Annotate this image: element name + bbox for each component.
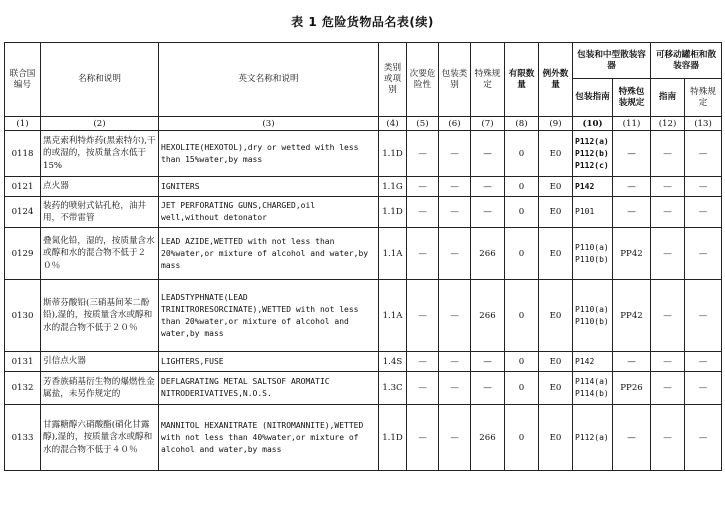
class-cell: 1.1A: [379, 228, 407, 280]
limited-qty-cell: 0: [505, 280, 539, 352]
col-number: (7): [471, 117, 505, 131]
packing-instruction-code: P110(b): [575, 254, 609, 264]
special-packing-cell: —: [613, 405, 651, 471]
name-cn-cell: 黑克索利特炸药(黑索特尔),干的或湿的，按质量含水低于15%: [41, 131, 159, 177]
packing-instruction-code: P101: [575, 207, 595, 216]
table-row: [5, 352, 722, 372]
excepted-qty-cell: E0: [539, 131, 573, 177]
packing-group-cell: —: [439, 131, 471, 177]
subsidiary-risk-cell: —: [407, 228, 439, 280]
name-en-cell: LEAD AZIDE,WETTED with not less than 20%water,or mixture of alcohol and water,by mass: [159, 228, 379, 280]
tank-special-cell: —: [685, 197, 722, 228]
col-number: (3): [159, 117, 379, 131]
col-number: (8): [505, 117, 539, 131]
limited-qty-cell: 0: [505, 131, 539, 177]
class-cell: 1.1A: [379, 280, 407, 352]
special-provisions-cell: 266: [471, 228, 505, 280]
packing-instruction-code: P142: [575, 356, 595, 366]
packing-instruction-cell: [573, 197, 613, 228]
special-provisions-cell: —: [471, 177, 505, 197]
header-name-en: 英文名称和说明: [159, 43, 379, 117]
header-tank-instruction: 指南: [651, 79, 685, 117]
packing-instruction-code: P110(b): [575, 316, 609, 326]
class-cell: 1.1G: [379, 177, 407, 197]
excepted-qty-cell: E0: [539, 177, 573, 197]
limited-qty-cell: 0: [505, 352, 539, 372]
limited-qty-cell: 0: [505, 228, 539, 280]
tank-special-cell: —: [685, 228, 722, 280]
table-row: [5, 405, 722, 471]
header-class: 类别或项别: [379, 43, 407, 117]
tank-special-cell: —: [685, 352, 722, 372]
column-number-row: [5, 117, 722, 131]
col-number: (4): [379, 117, 407, 131]
packing-group-cell: —: [439, 197, 471, 228]
packing-instruction-code: P112(b): [575, 148, 609, 158]
header-packing-instruction: 包装指南: [573, 79, 613, 117]
packing-instruction-code: P142: [575, 181, 595, 191]
packing-instruction-cell: [573, 131, 613, 177]
class-cell: 1.4S: [379, 352, 407, 372]
packing-group-cell: —: [439, 228, 471, 280]
name-en-cell: DEFLAGRATING METAL SALTSOF AROMATIC NITRODERIVATIVES,N.O.S.: [159, 372, 379, 405]
un-number-cell: 0124: [5, 197, 41, 228]
col-number: (1): [5, 117, 41, 131]
special-provisions-cell: —: [471, 372, 505, 405]
tank-instruction-cell: —: [651, 228, 685, 280]
excepted-qty-cell: E0: [539, 228, 573, 280]
header-portable-tank: 可移动罐柜和散装容器: [651, 43, 722, 79]
limited-qty-cell: 0: [505, 177, 539, 197]
excepted-qty-cell: E0: [539, 372, 573, 405]
header-subsidiary-risk: 次要危险性: [407, 43, 439, 117]
excepted-qty-cell: E0: [539, 352, 573, 372]
tank-instruction-cell: —: [651, 280, 685, 352]
packing-instruction-code: P112(a): [575, 136, 609, 146]
tank-instruction-cell: —: [651, 177, 685, 197]
excepted-qty-cell: E0: [539, 197, 573, 228]
name-cn-cell: 装药的喷射式钻孔枪，油井用，不带雷管: [41, 197, 159, 228]
packing-instruction-code: P112(a): [575, 432, 609, 442]
class-cell: 1.1D: [379, 197, 407, 228]
table-row: [5, 228, 722, 280]
limited-qty-cell: 0: [505, 405, 539, 471]
subsidiary-risk-cell: —: [407, 352, 439, 372]
col-number: (12): [651, 117, 685, 131]
un-number-cell: 0121: [5, 177, 41, 197]
subsidiary-risk-cell: —: [407, 280, 439, 352]
page-title: 表 1 危险货物品名表(续): [291, 15, 434, 29]
special-provisions-cell: —: [471, 197, 505, 228]
special-packing-cell: PP26: [613, 372, 651, 405]
special-provisions-cell: 266: [471, 280, 505, 352]
class-cell: 1.1D: [379, 405, 407, 471]
col-number: (6): [439, 117, 471, 131]
packing-instruction-cell: [573, 177, 613, 197]
table-row: [5, 280, 722, 352]
subsidiary-risk-cell: —: [407, 131, 439, 177]
un-number-cell: 0130: [5, 280, 41, 352]
col-number: (9): [539, 117, 573, 131]
header-name-cn: 名称和说明: [41, 43, 159, 117]
name-cn-cell: 斯蒂芬酸铅(三硝基间苯二酚铅),湿的，按质量含水或醇和水的混合物不低于２０％: [41, 280, 159, 352]
packing-group-cell: —: [439, 372, 471, 405]
tank-special-cell: —: [685, 405, 722, 471]
packing-instruction-code: P110(a): [575, 304, 609, 314]
tank-instruction-cell: —: [651, 372, 685, 405]
un-number-cell: 0129: [5, 228, 41, 280]
packing-instruction-cell: [573, 372, 613, 405]
tank-special-cell: —: [685, 131, 722, 177]
tank-instruction-cell: —: [651, 131, 685, 177]
class-cell: 1.3C: [379, 372, 407, 405]
un-number-cell: 0131: [5, 352, 41, 372]
packing-instruction-cell: [573, 405, 613, 471]
excepted-qty-cell: E0: [539, 280, 573, 352]
name-cn-cell: 叠氮化铅，湿的，按质量含水或醇和水的混合物不低于２０％: [41, 228, 159, 280]
col-number: (2): [41, 117, 159, 131]
tank-instruction-cell: —: [651, 197, 685, 228]
packing-instruction-code: P112(c): [575, 160, 609, 170]
name-en-cell: HEXOLITE(HEXOTOL),dry or wetted with less than 15%water,by mass: [159, 131, 379, 177]
packing-group-cell: —: [439, 405, 471, 471]
header-special-provisions: 特殊规定: [471, 43, 505, 117]
header-un-number: 联合国编号: [5, 43, 41, 117]
header-special-packing: 特殊包装规定: [613, 79, 651, 117]
header-packaging-ibc: 包装和中型散装容器: [573, 43, 651, 79]
dangerous-goods-table: [4, 42, 722, 471]
tank-special-cell: —: [685, 372, 722, 405]
special-provisions-cell: —: [471, 352, 505, 372]
special-packing-cell: —: [613, 197, 651, 228]
subsidiary-risk-cell: —: [407, 405, 439, 471]
table-row: [5, 177, 722, 197]
special-provisions-cell: —: [471, 131, 505, 177]
packing-instruction-cell: [573, 280, 613, 352]
name-en-cell: JET PERFORATING GUNS,CHARGED,oil well,without detonator: [159, 197, 379, 228]
un-number-cell: 0132: [5, 372, 41, 405]
limited-qty-cell: 0: [505, 197, 539, 228]
special-packing-cell: —: [613, 352, 651, 372]
table-row: [5, 131, 722, 177]
table-row: [5, 372, 722, 405]
col-number: (5): [407, 117, 439, 131]
subsidiary-risk-cell: —: [407, 177, 439, 197]
packing-instruction-code: P110(a): [575, 242, 609, 252]
special-packing-cell: PP42: [613, 280, 651, 352]
tank-instruction-cell: —: [651, 405, 685, 471]
tank-instruction-cell: —: [651, 352, 685, 372]
subsidiary-risk-cell: —: [407, 372, 439, 405]
special-provisions-cell: 266: [471, 405, 505, 471]
name-en-cell: MANNITOL HEXANITRATE (NITROMANNITE),WETTED with not less than 40%water,or mixture of alcohol and water,by mass: [159, 405, 379, 471]
un-number-cell: 0118: [5, 131, 41, 177]
name-cn-cell: 芳香族硝基衍生物的爆燃性金属盐，未另作规定的: [41, 372, 159, 405]
limited-qty-cell: 0: [505, 372, 539, 405]
name-cn-cell: 甘露糖醇六硝酸酯(硝化甘露醇),湿的，按质量含水或醇和水的混合物不低于４０％: [41, 405, 159, 471]
name-en-cell: LEADSTYPHNATE(LEAD TRINITRORESORCINATE),WETTED with not less than 20%water,or mixture of alcohol and water,by mass: [159, 280, 379, 352]
table-row: [5, 197, 722, 228]
class-cell: 1.1D: [379, 131, 407, 177]
subsidiary-risk-cell: —: [407, 197, 439, 228]
packing-instruction-cell: [573, 352, 613, 372]
header-excepted-qty: 例外数量: [539, 43, 573, 117]
name-cn-cell: 引信点火器: [41, 352, 159, 372]
special-packing-cell: PP42: [613, 228, 651, 280]
packing-group-cell: —: [439, 280, 471, 352]
packing-instruction-cell: [573, 228, 613, 280]
name-en-cell: IGNITERS: [159, 177, 379, 197]
tank-special-cell: —: [685, 280, 722, 352]
un-number-cell: 0133: [5, 405, 41, 471]
header-packing-group: 包装类别: [439, 43, 471, 117]
excepted-qty-cell: E0: [539, 405, 573, 471]
special-packing-cell: —: [613, 177, 651, 197]
packing-instruction-code: P114(a): [575, 377, 609, 386]
col-number: (10): [573, 117, 613, 131]
col-number: (11): [613, 117, 651, 131]
special-packing-cell: —: [613, 131, 651, 177]
col-number: (13): [685, 117, 722, 131]
header-limited-qty: 有限数量: [505, 43, 539, 117]
name-cn-cell: 点火器: [41, 177, 159, 197]
header-tank-special: 特殊规定: [685, 79, 722, 117]
name-en-cell: LIGHTERS,FUSE: [159, 352, 379, 372]
packing-group-cell: —: [439, 177, 471, 197]
tank-special-cell: —: [685, 177, 722, 197]
packing-instruction-code: P114(b): [575, 389, 609, 398]
packing-group-cell: —: [439, 352, 471, 372]
